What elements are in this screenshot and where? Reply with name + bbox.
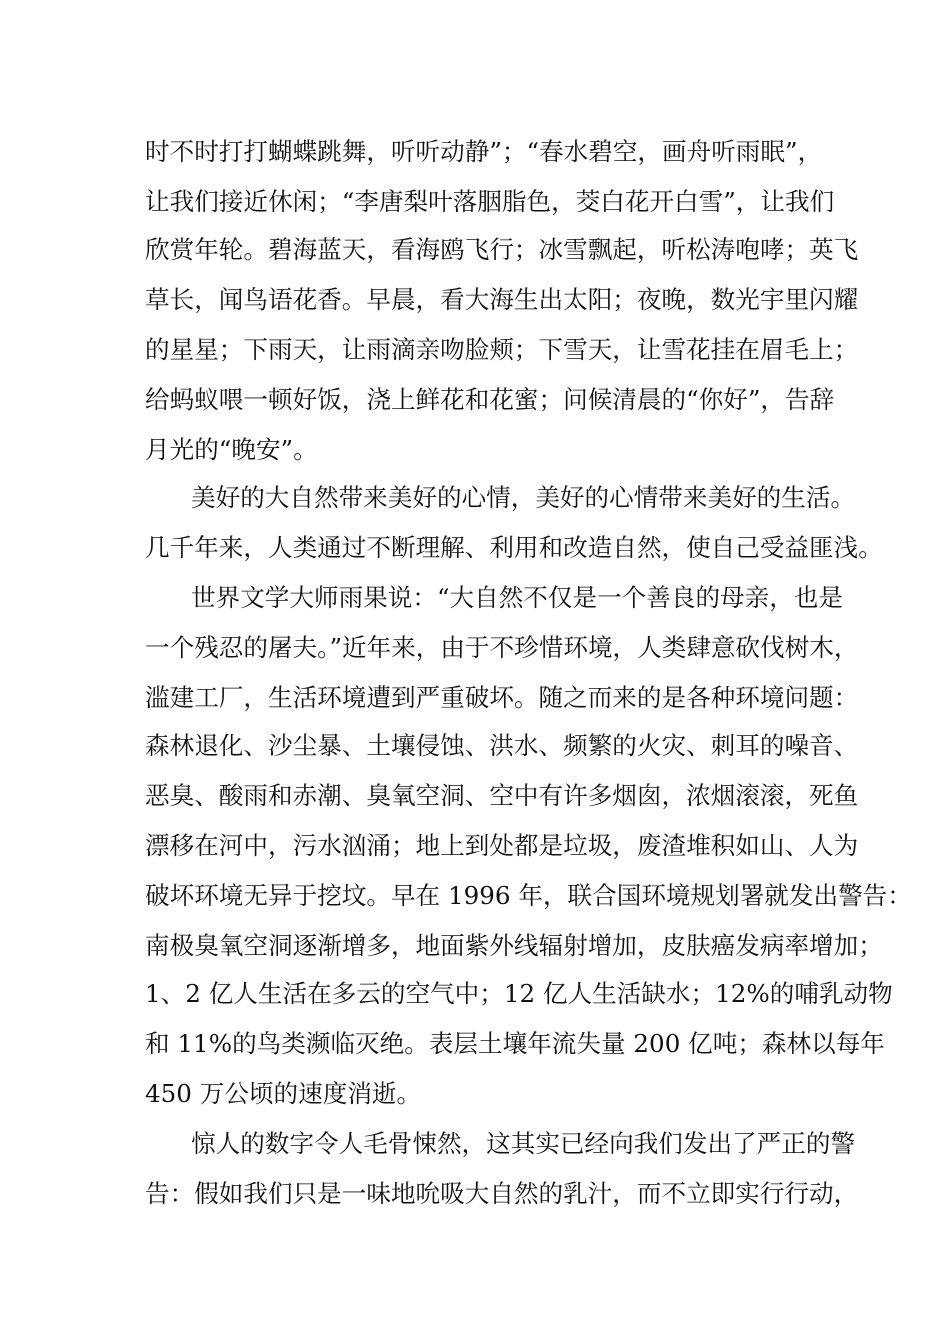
text-line: 时不时打打蝴蝶跳舞，听听动静”；“春水碧空，画舟听雨眠”， (145, 137, 823, 166)
text-line: 告：假如我们只是一味地吮吸大自然的乳汁，而不立即实行行动， (145, 1179, 859, 1208)
text-line: 450 万公顷的速度消逝。 (145, 1079, 422, 1108)
text-line: 滥建工厂，生活环境遭到严重破坏。随之而来的是各种环境问题： (145, 683, 859, 712)
paragraph-first-line: 世界文学大师雨果说：“大自然不仅是一个善良的母亲，也是 (191, 583, 844, 612)
text-line: 月光的“晚安”。 (145, 435, 318, 464)
text-line: 欣赏年轮。碧海蓝天，看海鸥飞行；冰雪飘起，听松涛咆哮；英飞 (145, 235, 859, 264)
text-line: 恶臭、酸雨和赤潮、臭氧空洞、空中有许多烟囱，浓烟滚滚，死鱼 (145, 781, 859, 810)
text-line: 几千年来，人类通过不断理解、利用和改造自然，使自己受益匪浅。 (145, 533, 883, 562)
text-line: 1、2 亿人生活在多云的空气中；12 亿人生活缺水；12%的哺乳动物 (145, 979, 893, 1008)
paragraph-first-line: 惊人的数字令人毛骨悚然，这其实已经向我们发出了严正的警 (191, 1129, 856, 1158)
text-line: 南极臭氧空洞逐渐增多，地面紫外线辐射增加，皮肤癌发病率增加； (145, 931, 883, 960)
text-line: 一个残忍的屠夫。”近年来，由于不珍惜环境，人类肆意砍伐树木， (145, 633, 859, 662)
text-line: 让我们接近休闲；“李唐梨叶落胭脂色，茭白花开白雪”，让我们 (145, 187, 835, 216)
paragraph-first-line: 美好的大自然带来美好的心情，美好的心情带来美好的生活。 (191, 483, 856, 512)
text-line: 破坏环境无异于挖坟。早在 1996 年，联合国环境规划署就发出警告： (145, 881, 912, 910)
text-line: 给蚂蚁喂一顿好饭，浇上鲜花和花蜜；问候清晨的“你好”，告辞 (145, 385, 835, 414)
text-line: 的星星；下雨天，让雨滴亲吻脸颊；下雪天，让雪花挂在眉毛上； (145, 335, 859, 364)
text-line: 漂移在河中，污水汹涌；地上到处都是垃圾，废渣堆积如山、人为 (145, 831, 859, 860)
text-line: 和 11%的鸟类濒临灭绝。表层土壤年流失量 200 亿吨；森林以每年 (145, 1029, 885, 1058)
text-line: 森林退化、沙尘暴、土壤侵蚀、洪水、频繁的火灾、刺耳的噪音、 (145, 731, 859, 760)
text-line: 草长，闻鸟语花香。早晨，看大海生出太阳；夜晚，数光宇里闪耀 (145, 285, 859, 314)
